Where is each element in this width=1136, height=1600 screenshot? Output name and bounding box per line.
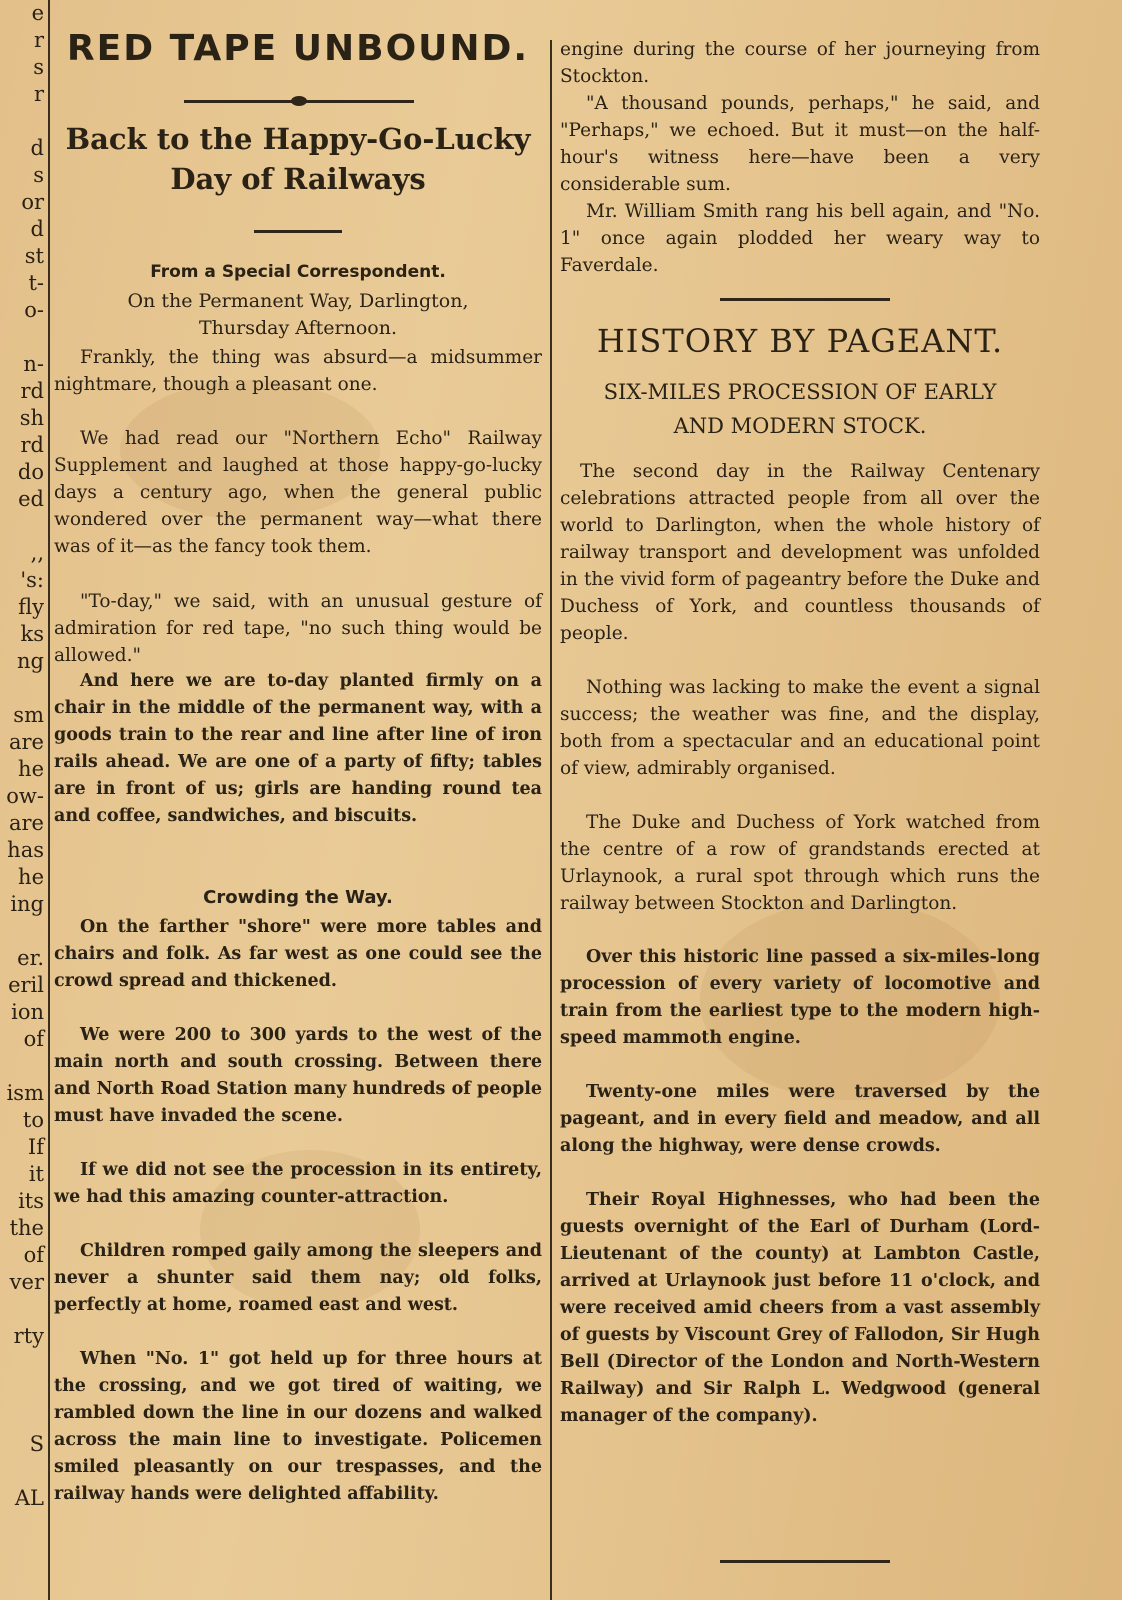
left-column-fragment	[0, 0, 50, 1600]
left-fragment-text: ow-	[6, 784, 44, 808]
left-fragment-text: ,,	[30, 541, 44, 565]
left-fragment-text: st	[24, 244, 44, 268]
subheadline-modern-stock: AND MODERN STOCK.	[673, 414, 927, 438]
subheadline-day-of-railways: Day of Railways	[170, 162, 426, 196]
section-rule	[720, 1560, 890, 1563]
left-fragment-text: rd	[20, 433, 44, 457]
left-fragment-text: d	[30, 136, 44, 160]
left-fragment-text: r	[33, 82, 44, 106]
dateline-time: Thursday Afternoon.	[198, 317, 397, 339]
left-fragment-text: S	[29, 1432, 44, 1456]
left-fragment-text: of	[23, 1027, 44, 1051]
left-fragment-text: ver	[9, 1270, 44, 1294]
left-fragment-text: he	[18, 865, 44, 889]
paragraph: Their Royal Highnesses, who had been the guests overnight of the Earl of Durham (Lord-Lieutenant of the county) at Lambton Castle, arrived at Urlaynook just before 11 o'clock, and were received amid cheers from a vast assembly of guests by Viscount Grey of Fallodon, Sir Hugh Bell (Director of the London and North-Western Railway) and Sir Ralph L. Wedgwood (general manager of the company).	[560, 1190, 1040, 1426]
paragraph: On the farther "shore" were more tables and chairs and folk. As far west as one could see the crowd spread and thickened.	[54, 917, 542, 991]
byline: From a Special Correspondent.	[150, 262, 446, 282]
paragraph: We had read our "Northern Echo" Railway Supplement and laughed at those happy-go-lucky days a century ago, when the general public wondered over the permanent way—what there was of it—as the fancy took them.	[54, 428, 542, 557]
paragraph: Twenty-one miles were traversed by the pageant, and in every field and meadow, and all along the highway, were dense crowds.	[560, 1082, 1040, 1156]
left-fragment-text: it	[28, 1162, 44, 1186]
left-fragment-text: s	[33, 55, 44, 79]
left-fragment-text: ks	[20, 622, 44, 646]
paragraph: Nothing was lacking to make the event a signal success; the weather was fine, and the display, both from a spectacular and an educational point of view, admirably organised.	[560, 677, 1040, 779]
left-fragment-text: d	[30, 217, 44, 241]
left-fragment-text: do	[17, 460, 44, 484]
paragraph: The second day in the Railway Centenary celebrations attracted people from all over the world to Darlington, when the whole history of railway transport and development was unfolded in the vivid form of pageantry before the Duke and Duchess of York, and countless thousands of people.	[560, 461, 1040, 644]
paragraph: Over this historic line passed a six-miles-long procession of every variety of locomotive and train from the earliest type to the modern high-speed mammoth engine.	[560, 947, 1040, 1048]
paragraph: "A thousand pounds, perhaps," he said, and "Perhaps," we echoed. But it must—on the half-hour's witness here—have been a very considerable sum.	[560, 93, 1040, 195]
subhead-crowding-the-way: Crowding the Way.	[203, 887, 393, 908]
left-fragment-text: sm	[13, 703, 44, 727]
paragraph: Mr. William Smith rang his bell again, and "No. 1" once again plodded her weary way to Faverdale.	[560, 201, 1040, 276]
dateline-place: On the Permanent Way, Darlington,	[127, 290, 469, 312]
left-fragment-text: the	[9, 1216, 44, 1240]
left-fragment-text: ed	[18, 487, 44, 511]
left-fragment-text: are	[9, 730, 44, 754]
paragraph: Children romped gaily among the sleepers and never a shunter said them nay; old folks, perfectly at home, roamed east and west.	[54, 1241, 542, 1315]
left-fragment-text: n-	[23, 352, 44, 376]
article-red-tape-unbound	[54, 0, 542, 1600]
left-fragment-text: ing	[10, 892, 44, 916]
paragraph: We were 200 to 300 yards to the west of the main north and south crossing. Between there and North Road Station many hundreds of people must have invaded the scene.	[54, 1025, 542, 1126]
article-history-by-pageant	[560, 0, 1060, 1600]
left-fragment-text: eril	[8, 973, 44, 997]
left-fragment-text: of	[23, 1243, 44, 1267]
subheadline-happy-go-lucky: Back to the Happy-Go-Lucky	[65, 122, 531, 156]
left-fragment-text: If	[27, 1135, 44, 1159]
ornament-rule	[184, 100, 414, 103]
column-divider	[550, 40, 552, 1600]
left-fragment-text: 's:	[20, 568, 44, 592]
left-fragment-text: o-	[24, 298, 44, 322]
paragraph: When "No. 1" got held up for three hours at the crossing, and we got tired of waiting, we rambled down the line in our dozens and walked across the main line to investigate. Policemen smiled pleasantly on our trespasses, and the railway hands were delighted affability.	[54, 1349, 542, 1504]
left-fragment-text: fly	[18, 595, 44, 619]
left-fragment-text: has	[7, 838, 44, 862]
left-fragment-text: s	[33, 163, 44, 187]
left-fragment-text: its	[18, 1189, 44, 1213]
paragraph: The Duke and Duchess of York watched from the centre of a row of grandstands erected at Urlaynook, a rural spot through which runs the railway between Stockton and Darlington.	[560, 812, 1040, 914]
left-fragment-text: t-	[28, 271, 44, 295]
left-fragment-text: or	[21, 190, 44, 214]
left-fragment-text: rty	[13, 1324, 44, 1348]
paragraph: engine during the course of her journeying from Stockton.	[560, 39, 1040, 87]
paragraph: If we did not see the procession in its entirety, we had this amazing counter-attraction.	[54, 1160, 542, 1207]
section-rule	[720, 298, 890, 301]
left-fragment-text: are	[9, 811, 44, 835]
left-fragment-text: to	[22, 1108, 44, 1132]
left-fragment-text: r	[33, 28, 44, 52]
left-fragment-text: ion	[11, 1000, 44, 1024]
left-fragment-text: ng	[17, 649, 44, 673]
paragraph: And here we are to-day planted firmly on a chair in the middle of the permanent way, with a goods train to the rear and line after line of iron rails ahead. We are one of a party of fifty; tables are in front of us; girls are handing round tea and coffee, sandwiches, and biscuits.	[54, 671, 542, 826]
subheadline-six-miles: SIX-MILES PROCESSION OF EARLY	[603, 380, 997, 404]
headline-history-by-pageant: HISTORY BY PAGEANT.	[596, 322, 1004, 360]
paragraph: Frankly, the thing was absurd—a midsummer nightmare, though a pleasant one.	[54, 347, 542, 395]
headline-red-tape-unbound: RED TAPE UNBOUND.	[66, 28, 530, 69]
left-fragment-text: er.	[17, 946, 44, 970]
left-fragment-text: e	[31, 1, 44, 25]
left-fragment-text: ism	[6, 1081, 44, 1105]
short-rule	[254, 230, 342, 233]
paragraph: "To-day," we said, with an unusual gesture of admiration for red tape, "no such thing would be allowed."	[54, 591, 542, 666]
left-fragment-text: rd	[20, 379, 44, 403]
left-fragment-text: sh	[19, 406, 44, 430]
left-fragment-text: he	[18, 757, 44, 781]
left-fragment-text: AL	[14, 1486, 44, 1510]
